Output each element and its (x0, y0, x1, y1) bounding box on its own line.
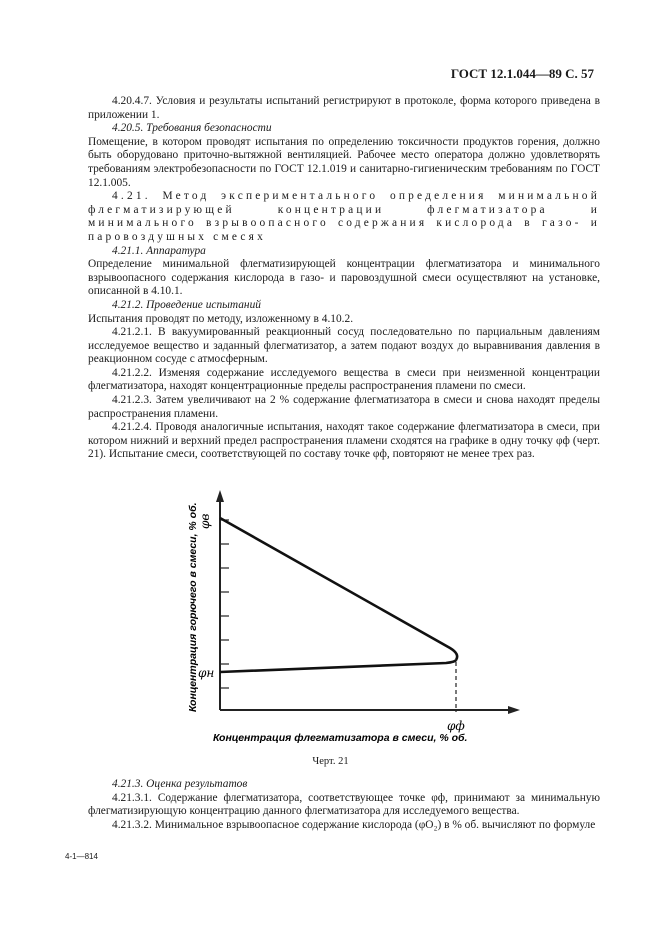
y-ticks (220, 520, 229, 688)
paragraph: 4.21.3.1. Содержание флегматизатора, соответствующее точке φф, принимают за минимальную флегматизирующую концентрацию данного флегматизатора для исследуемого вещества. (88, 791, 600, 818)
upper-limit-curve (220, 518, 457, 660)
subheading-safety: 4.20.5. Требования безопасности (112, 122, 272, 135)
page-footer-code: 4-1—814 (65, 852, 98, 861)
paragraph: 4.21.3.2. Минимальное взрывоопасное содержание кислорода (φO₂) в % об. вычисляют по формуле (112, 818, 596, 831)
label-phi-upper: φв (198, 513, 212, 529)
paragraph: 4.21.2.1. В вакуумированный реакционный сосуд последовательно по парциальным давлениям исследуемое вещество и заданный флегматизатор, а затем подают воздух до выравнивания давления в реакционном сосуде с атмосферным. (88, 326, 600, 366)
paragraph: 4.21.2.4. Проводя аналогичные испытания, находят такое содержание флегматизатора в смеси, при котором нижний и верхний предел распространения пламени сходятся на графике в одну точку φф (черт. 21). Испытание смеси, соответствующей по составу точке φф, повторяют не менее трех раз. (88, 421, 600, 461)
paragraph: Испытания проводят по методу, изложенному в 4.10.2. (88, 312, 354, 325)
label-phi-lower: φн (198, 666, 215, 680)
paragraph: 4.20.4.7. Условия и результаты испытаний регистрируют в протоколе, форма которого приведена в приложении 1. (88, 95, 600, 121)
subheading-evaluation: 4.21.3. Оценка результатов (112, 778, 248, 790)
section-heading-4-21: 4.21. Метод экспериментального определения минимальной флегматизирующей концентрации флегматизатора и минимального взрывоопасного содержания кислорода в газо- и паровоздушных смесях (88, 190, 600, 243)
y-axis-arrow (216, 490, 224, 502)
figure-caption: Черт. 21 (312, 756, 349, 767)
y-axis-label: Концентрация горючего в смеси, % об. (187, 502, 199, 712)
x-axis-label: Концентрация флегматизатора в смеси, % об. (213, 732, 468, 744)
paragraph: 4.21.2.3. Затем увеличивают на 2 % содержание флегматизатора в смеси и снова находят пределы распространения пламени. (88, 394, 600, 420)
label-phi-x: φф (447, 719, 465, 733)
x-axis-arrow (508, 706, 520, 714)
paragraph: Помещение, в котором проводят испытания по определению токсичности продуктов горения, должно быть оборудовано приточно-вытяжной вентиляцией. Рабочее место оператора должно удовлетворять требованиям электробезопасности по ГОСТ 12.1.019 и санитарно-гигиеническим требованиям по ГОСТ 12.1.005. (88, 135, 600, 189)
lower-limit-curve (220, 660, 456, 672)
subheading-testing: 4.21.2. Проведение испытаний (112, 298, 261, 311)
subheading-apparatus: 4.21.1. Аппаратура (112, 244, 206, 257)
section-evaluation (88, 778, 600, 832)
page-header: ГОСТ 12.1.044—89 С. 57 (450, 66, 594, 81)
paragraph: 4.21.2.2. Изменяя содержание исследуемого вещества в смеси при неизменной концентрации флегматизатора, находят концентрационные пределы распространения пламени по смеси. (88, 366, 600, 393)
paragraph: Определение минимальной флегматизирующей концентрации флегматизатора и минимального взрывоопасного содержания кислорода в газо- и паровоздушной смеси осуществляют на установке, описанной в 4.10.1. (88, 258, 600, 298)
